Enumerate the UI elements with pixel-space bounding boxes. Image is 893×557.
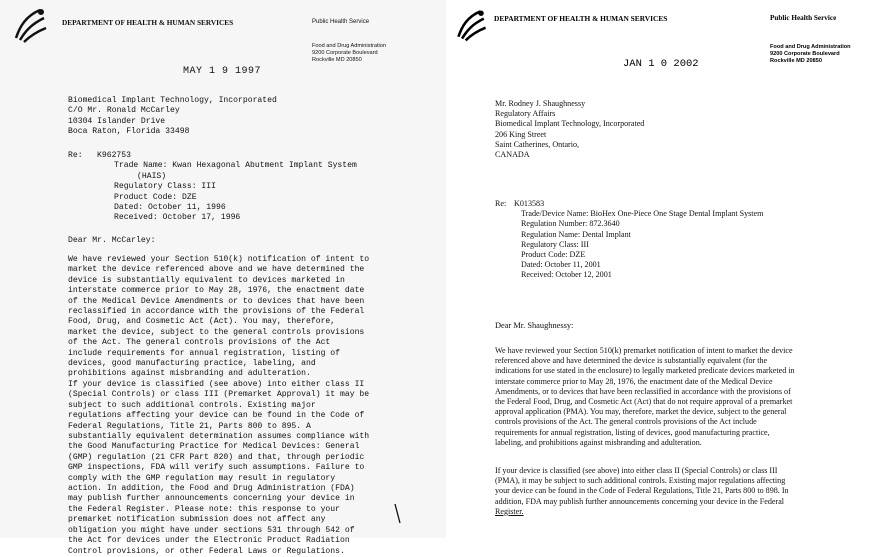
salutation: Dear Mr. Shaughnessy: — [495, 321, 574, 330]
letter-2002 — [450, 0, 893, 538]
re-block: K013583 Trade/Device Name: BioHex One-Piece One Stage Dental Implant System Regulation Number: 872.3640 Regulation Name: Dental Implant Regulatory Class: III Product Code: DZE Dated: October 11, 2001 Received: October 12, 2001 — [514, 199, 764, 280]
paragraph-1: We have reviewed your Section 510(k) notification of intent to market the device referenced above and we have determined the device is substantially equivalent to devices marketed in interstate commerce prior to May 28, 1976, the enactment date of the Medical Device Amendments or to devices that have been reclassified in accordance with the provisions of the Federal Food, Drug, and Cosmetic Act (Act). You may, therefore, market the device, subject to the general controls provisions of the Act. The general controls provisions of the Act include requirements for annual registration, listing of devices, good manufacturing practice, labeling, and prohibitions against misbranding and adulteration. — [68, 255, 370, 379]
letter-date: JAN 1 0 2002 — [623, 58, 699, 70]
office-address: Food and Drug Administration 9200 Corporate Boulevard Rockville MD 20850 — [312, 43, 387, 63]
re-label: Re: — [495, 199, 507, 208]
paragraph-2: If your device is classified (see above) into either class II (Special Controls) or class III (PMA), it may be subject to such additional controls. Existing major regulations affecting your device can be found in the Code of Federal Regulations, Title 21, Parts 800 to 898. In addition, FDA may publish further announcements concerning your device in the Federal Register. — [495, 466, 789, 516]
re-label: Re: — [68, 151, 83, 160]
office-address: Food and Drug Administration 9200 Corporate Boulevard Rockville MD 20850 — [770, 44, 851, 64]
service-name: Public Health Service — [770, 14, 837, 22]
letter-1997 — [0, 0, 446, 556]
agency-header: DEPARTMENT OF HEALTH & HUMAN SERVICES — [494, 14, 668, 23]
pen-mark — [392, 503, 404, 525]
paragraph-1: We have reviewed your Section 510(k) premarket notification of intent to market the device referenced above and have determined the device is substantially equivalent (for the indications for use stated in the enclosure) to legally marketed predicate devices marketed in interstate commerce prior to May 28, 1976, the enactment date of the Medical Device Amendments, or to devices that have been reclassified in accordance with the provisions of the Federal Food, Drug, and Cosmetic Act (Act) that do not require approval of a premarket approval application (PMA). You may, therefore, market the device, subject to the general controls provisions of the Act. The general controls provisions of the Act include requirements for annual registration, listing of devices, good manufacturing practice, labeling, and prohibitions against misbranding and adulteration. — [495, 346, 795, 447]
recipient-address: Biomedical Implant Technology, Incorporated C/O Mr. Ronald McCarley 10304 Islander Drive Boca Raton, Florida 33498 — [68, 96, 277, 137]
agency-header: DEPARTMENT OF HEALTH & HUMAN SERVICES — [62, 18, 234, 27]
hhs-eagle-logo — [10, 4, 52, 46]
hhs-eagle-logo — [453, 5, 491, 45]
service-name: Public Health Service — [312, 19, 370, 25]
salutation: Dear Mr. McCarley: — [68, 236, 156, 245]
letter-date: MAY 1 9 1997 — [183, 66, 262, 77]
recipient-address: Mr. Rodney J. Shaughnessy Regulatory Affairs Biomedical Implant Technology, Incorporated 206 King Street Saint Catherines, Ontario, CANADA — [495, 99, 645, 160]
re-block: K962753 Trade Name: Kwan Hexagonal Abutment Implant System (HAIS) Regulatory Class: III Product Code: DZE Dated: October 11, 1996 Received: October 17, 1996 — [97, 151, 357, 223]
paragraph-2: If your device is classified (see above) into either class II (Special Controls) or class III (Premarket Approval) it may be subject to such additional controls. Existing major regulations affecting your device can be found in the Code of Federal Regulations, Title 21, Parts 800 to 895. A substantially equivalent determination assumes compliance with the Good Manufacturing Practice for Medical Devices: General (GMP) regulation (21 CFR Part 820) and that, through periodic GMP inspections, FDA will verify such assumptions. Failure to comply with the GMP regulation may result in regulatory action. In addition, the Food and Drug Administration (FDA) may publish further announcements concerning your device in the Federal Register. Please note: this response to your premarket notification submission does not affect any obligation you might have under sections 531 through 542 of the Act for devices under the Electronic Product Radiation Control provisions, or other Federal Laws or Regulations. — [68, 380, 370, 556]
